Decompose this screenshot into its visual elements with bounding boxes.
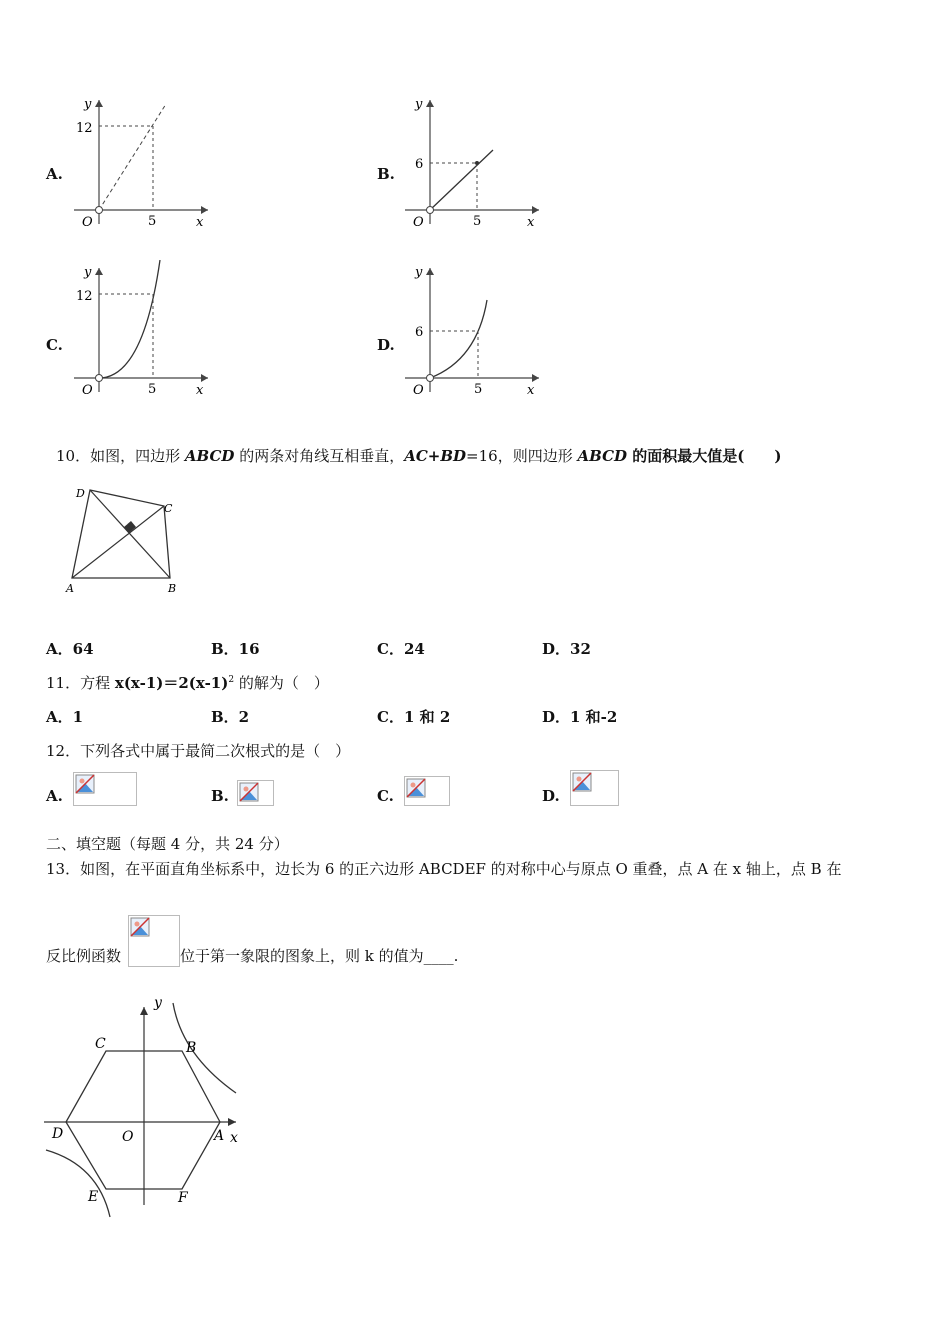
svg-text:x: x bbox=[230, 1130, 238, 1146]
svg-text:O: O bbox=[413, 383, 424, 398]
q12-option-a[interactable]: A. bbox=[46, 787, 63, 805]
svg-text:y: y bbox=[415, 265, 423, 280]
option-d-letter: D. bbox=[377, 336, 395, 354]
q11-option-a[interactable]: A．1 bbox=[46, 708, 84, 726]
graph-c bbox=[68, 260, 218, 400]
question-13-line2-rest: 位于第一象限的图象上，则 k 的值为____. bbox=[180, 947, 459, 965]
broken-image-icon bbox=[73, 772, 137, 806]
svg-text:x: x bbox=[196, 383, 204, 398]
q10-option-c[interactable]: C．24 bbox=[377, 640, 425, 658]
y-axis-label: y bbox=[84, 97, 92, 112]
q11-option-c[interactable]: C．1 和 2 bbox=[377, 708, 451, 726]
svg-text:C: C bbox=[95, 1036, 106, 1052]
q10-option-b[interactable]: B．16 bbox=[211, 640, 260, 658]
q12-option-d[interactable]: D. bbox=[542, 787, 560, 805]
svg-text:x: x bbox=[527, 383, 535, 398]
section-heading: 二、填空题（每题 4 分，共 24 分） bbox=[46, 835, 289, 853]
svg-text:x: x bbox=[527, 215, 535, 230]
svg-text:12: 12 bbox=[76, 289, 93, 304]
svg-text:6: 6 bbox=[415, 325, 424, 340]
question-12: 12．下列各式中属于最简二次根式的是（ ） bbox=[46, 742, 351, 760]
broken-image-icon bbox=[570, 770, 619, 806]
question-13-line2: 反比例函数 bbox=[46, 947, 122, 965]
q12-option-b[interactable]: B. bbox=[211, 787, 229, 805]
option-b-letter: B. bbox=[377, 165, 395, 183]
svg-text:O: O bbox=[82, 383, 93, 398]
svg-text:y: y bbox=[154, 995, 162, 1011]
graph-a bbox=[68, 92, 218, 232]
question-10: 10．如图，四边形 ABCD 的两条对角线互相垂直，AC+BD=16，则四边形 ABCD 的面积最大值是( ) bbox=[56, 447, 782, 465]
svg-text:D: D bbox=[76, 487, 85, 500]
answer-blank[interactable]: ____ bbox=[423, 947, 454, 965]
quadrilateral-figure bbox=[60, 482, 190, 597]
broken-image-icon bbox=[237, 780, 274, 806]
y-tick: 12 bbox=[76, 121, 93, 136]
question-11: 11．方程 $x(x-1)=2(x-1)^2$ 的解为（ ） bbox=[46, 674, 329, 692]
svg-text:6: 6 bbox=[415, 157, 424, 172]
svg-text:B: B bbox=[186, 1040, 197, 1056]
svg-text:E: E bbox=[88, 1189, 99, 1205]
svg-text:D: D bbox=[52, 1126, 64, 1142]
svg-text:5: 5 bbox=[473, 214, 482, 229]
svg-text:y: y bbox=[84, 265, 92, 280]
option-c-letter: C. bbox=[46, 336, 63, 354]
svg-text:5: 5 bbox=[148, 382, 157, 397]
x-tick: 5 bbox=[148, 214, 157, 229]
q11-option-b[interactable]: B．2 bbox=[211, 708, 250, 726]
option-a-letter: A. bbox=[46, 165, 63, 183]
svg-text:O: O bbox=[413, 215, 424, 230]
origin-label: O bbox=[82, 215, 93, 230]
hexagon-figure bbox=[40, 995, 250, 1220]
graph-d bbox=[399, 260, 549, 400]
broken-image-icon bbox=[128, 915, 180, 967]
q10-option-d[interactable]: D．32 bbox=[542, 640, 591, 658]
broken-image-icon bbox=[404, 776, 450, 806]
svg-text:F: F bbox=[178, 1190, 188, 1206]
svg-text:A: A bbox=[66, 582, 74, 595]
svg-text:B: B bbox=[168, 582, 177, 595]
question-13-line1: 13．如图，在平面直角坐标系中，边长为 6 的正六边形 ABCDEF 的对称中心与原点 O 重叠，点 A 在 x 轴上，点 B 在 bbox=[46, 860, 842, 878]
graph-b bbox=[399, 92, 549, 232]
svg-text:5: 5 bbox=[474, 382, 483, 397]
svg-text:C: C bbox=[164, 502, 173, 515]
svg-text:O: O bbox=[122, 1129, 134, 1145]
q12-option-c[interactable]: C. bbox=[377, 787, 394, 805]
q10-option-a[interactable]: A．64 bbox=[46, 640, 94, 658]
q11-option-d[interactable]: D．1 和-2 bbox=[542, 708, 618, 726]
svg-text:A: A bbox=[214, 1128, 225, 1144]
svg-text:y: y bbox=[415, 97, 423, 112]
x-axis-label: x bbox=[196, 215, 204, 230]
